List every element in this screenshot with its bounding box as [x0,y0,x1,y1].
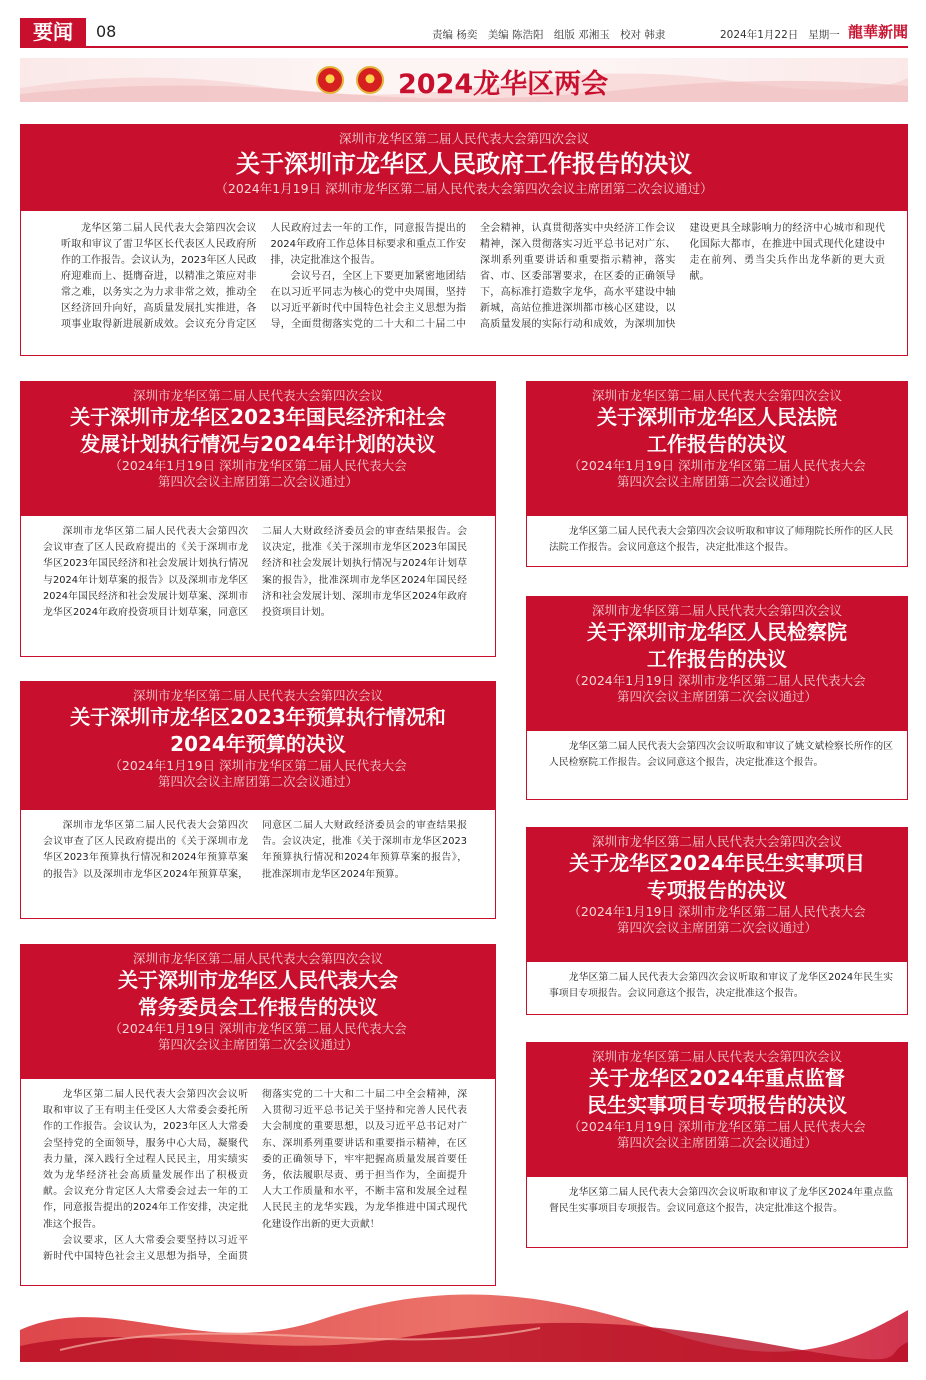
article-paragraph: 会议要求，区人大常委会要坚持以习近平新时代中国特色社会主义思想为指导，全面贯彻落实党的二十大和二十届二中全会精神，深入贯彻习近平总书记关于坚持和完善人民代表大会制度的重要思想，以及习近平总书记对广东、深圳系列重要讲话和重要指示精神，在区委的正确领导下，牢牢把握高质量发展首要任务，依法履职尽责、勇于担当作为，全面提升人大工作质量和水平，不断丰富和发展全过程人民民主的龙华实践，为龙华推进中国式现代化建设作出新的更大贡献！ [43,1089,467,1263]
article-paragraph: 龙华区第二届人民代表大会第四次会议听取和审议了龙华区2024年民生实事项目专项报告。会议同意这个报告，决定批准这个报告。 [549,972,893,1000]
article-title-line2: 2024年预算的决议 [170,732,346,756]
credit-proofreader: 校对 韩隶 [620,29,666,41]
credit-designer: 美编 陈浩阳 [487,29,544,41]
article-note: （2024年1月19日 深圳市龙华区第二届人民代表大会第四次会议主席团第二次会议通过） [215,181,713,196]
article-paragraph: 龙华区第二届人民代表大会第四次会议听取和审议了师翔院长所作的区人民法院工作报告。会议同意这个报告，决定批准这个报告。 [549,526,893,554]
article-title-line1: 关于龙华区2024年重点监督 [589,1066,845,1090]
article-paragraph: 会议号召，全区上下要更加紧密地团结在以习近平同志为核心的党中央周围，坚持以习近平新时代中国特色社会主义思想为指导，全面贯彻落实党的二十大和二十届二中全会精神，认真贯彻落实中央经济工作会议精神，深入贯彻落实习近平总书记对广东、深圳系列重要讲话和重要指示精神，落实省、市、区委部署要求，在区委的正确领导下，高标准打造数字龙华，高水平建设中轴新城，高站位推进深圳都市核心区建设，以高质量发展的实际行动和成效，为深圳加快建设更具全球影响力的经济中心城市和现代化国际大都市，在推进中国式现代化建设中走在前列、勇当尖兵作出龙华新的更大贡献。 [270,223,885,330]
article-org: 深圳市龙华区第二届人民代表大会第四次会议 [591,1049,842,1064]
article-note-line2: 第四次会议主席团第二次会议通过） [616,920,817,935]
editor-credits [432,27,672,42]
article-org: 深圳市龙华区第二届人民代表大会第四次会议 [591,603,842,618]
article-note-line1: （2024年1月19日 深圳市龙华区第二届人民代表大会 [109,1021,407,1036]
date-text: 2024年1月22日 [720,29,799,41]
article-header [21,945,495,1079]
article-org: 深圳市龙华区第二届人民代表大会第四次会议 [132,951,383,966]
article-title-line1: 关于深圳市龙华区2023年国民经济和社会 [70,405,446,429]
article-note-line2: 第四次会议主席团第二次会议通过） [157,474,358,489]
article-body [21,810,495,918]
article-note-line2: 第四次会议主席团第二次会议通过） [157,1037,358,1052]
article-paragraph: 龙华区第二届人民代表大会第四次会议听取和审议了王有明主任受区人大常委会委托所作的工作报告。会议认为，2023年区人大常委会坚持党的全面领导，服务中心大局，凝聚代表力量，深入践行全过程人民民主，用实绩实效为龙华经济社会高质量发展作出了积极贡献。会议充分肯定区人大常委会过去一年的工作，同意报告提出的2024年工作安排，决定批准这个报告。 [43,1089,248,1230]
page-number: 08 [96,22,117,41]
article-government-report [20,124,908,356]
article-body [21,516,495,656]
article-note-line2: 第四次会议主席团第二次会议通过） [616,689,817,704]
article-org: 深圳市龙华区第二届人民代表大会第四次会议 [132,388,383,403]
national-emblem-icon [316,66,344,94]
article-title-line2: 民生实事项目专项报告的决议 [587,1093,847,1117]
article-paragraph: 深圳市龙华区第二届人民代表大会第四次会议审查了区人民政府提出的《关于深圳市龙华区2023年国民经济和社会发展计划执行情况与2024年计划草案的报告》以及深圳市龙华区2024年国民经济和社会发展计划草案、深圳市龙华区2024年政府投资项目计划草案，同意区二届人大财政经济委员会的审查结果报告。会议决定，批准《关于深圳市龙华区2023年国民经济和社会发展计划执行情况与2024年计划草案的报告》，批准深圳市龙华区2024年国民经济和社会发展计划、深圳市龙华区2024年政府投资项目计划。 [43,526,467,619]
article-title-line2: 发展计划执行情况与2024年计划的决议 [80,432,436,456]
article-org: 深圳市龙华区第二届人民代表大会第四次会议 [338,131,589,146]
cppcc-emblem-icon [356,66,384,94]
article-title-line2: 专项报告的决议 [647,878,787,902]
article-paragraph: 龙华区第二届人民代表大会第四次会议听取和审议了龙华区2024年重点监督民生实事项目专项报告。会议同意这个报告，决定批准这个报告。 [549,1187,893,1215]
article-body [21,211,907,355]
article-title-line2: 工作报告的决议 [647,647,787,671]
credit-editor: 责编 杨奕 [432,29,478,41]
section-label: 要闻 [20,18,86,46]
banner-title: 2024龙华区两会 [398,69,609,100]
article-header [527,828,907,962]
article-title-line1: 关于龙华区2024年民生实事项目 [569,851,865,875]
article-org: 深圳市龙华区第二届人民代表大会第四次会议 [132,688,383,703]
article-title-line2: 工作报告的决议 [647,432,787,456]
masthead [20,18,908,48]
article-paragraph: 龙华区第二届人民代表大会第四次会议听取和审议了雷卫华区长代表区人民政府所作的工作报告。会议认为，2023年区人民政府迎难而上、挺膺奋进，以精准之策应对非常之难，以务实之为力求非常之效，推动全区经济回升向好，高质量发展扎实推进，各项事业取得新进展新成效。会议充分肯定区人民政府过去一年的工作，同意报告提出的2024年政府工作总体目标要求和重点工作安排，决定批准这个报告。 [61,223,466,330]
article-header [527,382,907,516]
article-key-supervision [526,1042,908,1248]
issue-date [720,27,840,42]
article-body [527,962,907,1010]
article-paragraph: 龙华区第二届人民代表大会第四次会议听取和审议了姚文斌检察长所作的区人民检察院工作报告。会议同意这个报告，决定批准这个报告。 [549,741,893,769]
newspaper-logo: 龍華新聞 [847,23,908,41]
article-note-line1: （2024年1月19日 深圳市龙华区第二届人民代表大会 [568,904,866,919]
article-paragraph: 深圳市龙华区第二届人民代表大会第四次会议审查了区人民政府提出的《关于深圳市龙华区2023年预算执行情况和2024年预算草案的报告》以及深圳市龙华区2024年预算草案，同意区二届人大财政经济委员会的审查结果报告。会议决定，批准《关于深圳市龙华区2023年预算执行情况和2024年预算草案的报告》，批准深圳市龙华区2024年预算。 [43,820,467,880]
article-body [527,1177,907,1225]
article-note-line1: （2024年1月19日 深圳市龙华区第二届人民代表大会 [109,458,407,473]
session-banner [20,58,908,102]
article-budget [20,681,496,919]
article-org: 深圳市龙华区第二届人民代表大会第四次会议 [591,834,842,849]
article-header [527,1043,907,1177]
article-title-line1: 关于深圳市龙华区人民法院 [597,405,837,429]
article-note-line2: 第四次会议主席团第二次会议通过） [616,1135,817,1150]
article-header [21,382,495,516]
article-note-line1: （2024年1月19日 深圳市龙华区第二届人民代表大会 [568,458,866,473]
credit-layout: 组版 邓湘玉 [553,29,610,41]
article-title-line1: 关于深圳市龙华区人民代表大会 [118,968,398,992]
article-title-line1: 关于深圳市龙华区人民检察院 [587,620,847,644]
article-title-line1: 关于深圳市龙华区2023年预算执行情况和 [70,705,446,729]
article-title: 关于深圳市龙华区人民政府工作报告的决议 [236,150,692,178]
article-note-line2: 第四次会议主席团第二次会议通过） [157,774,358,789]
weekday-text: 星期一 [808,29,840,41]
article-header [21,682,495,810]
article-header [527,597,907,731]
article-note-line1: （2024年1月19日 深圳市龙华区第二届人民代表大会 [568,673,866,688]
article-body [527,516,907,564]
article-npc-standing-committee [20,944,496,1286]
article-note-line1: （2024年1月19日 深圳市龙华区第二届人民代表大会 [568,1119,866,1134]
article-body [21,1079,495,1285]
article-note-line1: （2024年1月19日 深圳市龙华区第二届人民代表大会 [109,758,407,773]
article-economic-plan [20,381,496,657]
article-header [21,125,907,211]
article-org: 深圳市龙华区第二届人民代表大会第四次会议 [591,388,842,403]
article-court-report [526,381,908,567]
article-procuratorate-report [526,596,908,800]
article-body [527,731,907,779]
article-livelihood-projects [526,827,908,1015]
article-note-line2: 第四次会议主席团第二次会议通过） [616,474,817,489]
bottom-ribbon-decoration [20,1290,908,1362]
article-title-line2: 常务委员会工作报告的决议 [138,995,378,1019]
